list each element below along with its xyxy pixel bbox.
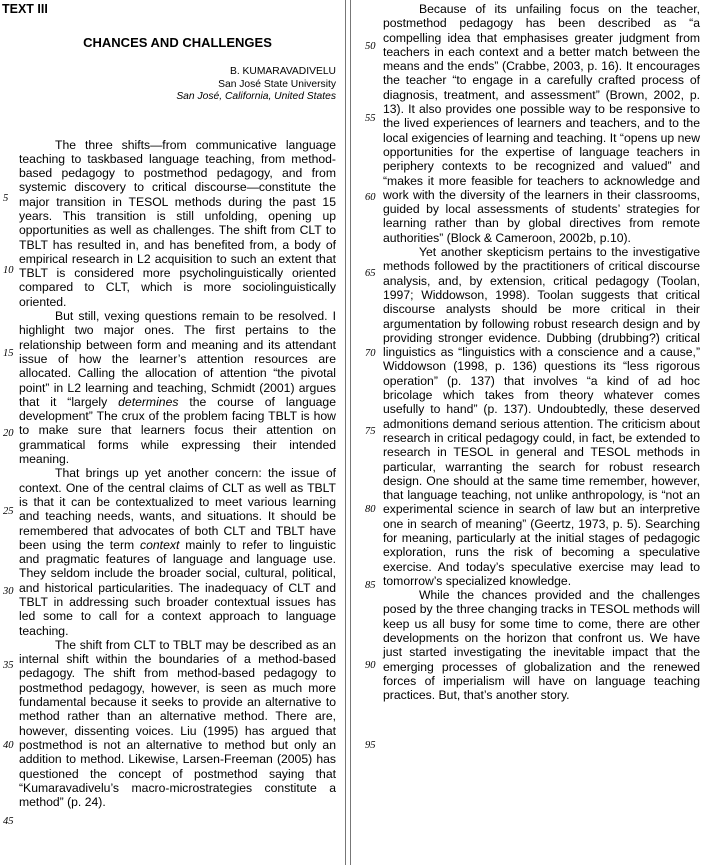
line-number: 50 xyxy=(365,41,376,52)
line-number: 30 xyxy=(3,586,14,597)
author-name: B. KUMARAVADIVELU xyxy=(229,66,336,77)
line-number: 45 xyxy=(3,816,14,827)
line-number: 40 xyxy=(3,740,14,751)
author-affiliation: San José State University xyxy=(218,78,336,90)
paragraph: While the chances provided and the challenges posed by the three changing tracks in TESOL methods will keep us all busy for some time to come, there are other developments on the horizon that confront us. We have just started investigating the inevitable impact that the emerging processes of globalization and the renewed forces of imperialism will have on language teaching practices. But, that’s another story. xyxy=(383,588,700,703)
line-number: 80 xyxy=(365,504,376,515)
section-label: TEXT III xyxy=(2,2,48,16)
paragraph: Yet another skepticism pertains to the investigative methods followed by the practitioners of critical discourse analysis, and, by extension, critical pedagogy (Toolan, 1997; Widdowson, 1998). Toolan suggests that critical discourse analysts should be more critical in their argumentation by following robust research design and by providing stronger evidence. Dubbing (drubbing?) critical linguistics as “linguistics with a conscience and a cause,” Widdowson (1998, p. 136) questions its “less rigorous operation” (p. 137) that involves “a kind of ad hoc bricolage which takes from theory whatever comes usefully to hand” (p. 137). Undoubtedly, these deserved admonitions demand serious attention. The criticism about research in critical pedagogy could, in fact, be extended to research in TESOL in general and TESOL methods in particular, warranting the search for robust research design. One should at the same time remember, however, that language teaching, not unlike anthropology, is “not an experimental science in search of law but an interpretive one in search of meaning” (Geertz, 1973, p. 5). Searching for meaning, particularly at the initial stages of pedagogic exploration, runs the risk of becoming a speculative exercise. And today’s speculative exercise may lead to tomorrow’s specialized knowledge. xyxy=(383,245,700,588)
line-number: 85 xyxy=(365,580,376,591)
article-title: CHANCES AND CHALLENGES xyxy=(83,35,272,50)
line-number: 75 xyxy=(365,426,376,437)
right-column xyxy=(383,0,700,703)
line-number: 5 xyxy=(3,193,9,204)
line-number: 60 xyxy=(365,192,376,203)
line-number: 15 xyxy=(3,348,14,359)
line-number: 10 xyxy=(3,265,14,276)
line-number: 95 xyxy=(365,740,376,751)
line-number: 20 xyxy=(3,428,14,439)
column-divider xyxy=(345,0,351,865)
left-column xyxy=(19,0,336,809)
left-body-text xyxy=(19,138,336,810)
paragraph: The three shifts—from communicative language teaching to taskbased language teaching, from method-based pedagogy to postmethod pedagogy, and from systemic discovery to critical discourse—constitute the major transition in TESOL methods during the past 15 years. This transition is still unfolding, opening up opportunities as well as challenges. The shift from CLT to TBLT has resulted in, and has benefited from, a body of empirical research in L2 acquisition to such an extent that TBLT is considered more psycholinguistically oriented compared to CLT, which is more sociolinguistically oriented. xyxy=(19,137,336,309)
line-number: 65 xyxy=(365,268,376,279)
line-number: 90 xyxy=(365,660,376,671)
byline xyxy=(19,66,336,104)
line-number: 25 xyxy=(3,506,14,517)
paragraph: That brings up yet another concern: the issue of context. One of the central claims of CLT as well as TBLT is that it can be contextualized to meet various learning and teaching needs, wants, and situations. It should be remembered that advocates of both CLT and TBLT have been using the term context mainly to refer to linguistic and pragmatic features of language and language use. They seldom include the broader social, cultural, political, and historical particularities. The inadequacy of CLT and TBLT in addressing such broader contextual issues has led some to call for a context approach to language teaching. xyxy=(19,466,336,638)
line-number: 55 xyxy=(365,113,376,124)
line-number: 35 xyxy=(3,660,14,671)
paragraph: The shift from CLT to TBLT may be described as an internal shift within the boundaries of a method-based pedagogy. The shift from method-based pedagogy to postmethod pedagogy, however, is seen as much more fundamental because it seeks to provide an alternative to method rather than an alternative method. There are, however, dissenting voices. Liu (1995) has argued that postmethod is not an alternative to method but only an addition to method. Likewise, Larsen-Freeman (2005) has questioned the concept of postmethod saying that “Kumaravadivelu’s macro-microstrategies constitute a method” (p. 24). xyxy=(19,637,336,810)
paragraph: But still, vexing questions remain to be resolved. I highlight two major ones. The first pertains to the relationship between form and meaning and its attendant issue of how the learner’s attention resources are allocated. Calling the allocation of attention “the pivotal point” in L2 learning and teaching, Schmidt (2001) argues that it “largely determines the course of language development” The crux of the problem facing TBLT is how to make sure that learners focus their attention on grammatical forms while expressing their intended meaning. xyxy=(19,309,336,467)
line-number: 70 xyxy=(365,348,376,359)
paragraph: Because of its unfailing focus on the teacher, postmethod pedagogy has been described as “a compelling idea that emphasises greater judgment from teachers in each context and a better match between the means and the ends” (Crabbe, 2003, p. 16). It encourages the teacher “to engage in a carefully crafted process of diagnosis, treatment, and assessment” (Brown, 2002, p. 13). It also provides one possible way to be responsive to the lived experiences of learners and teachers, and to the local exigencies of learning and teaching. It “opens up new opportunities for the expertise of language teachers in periphery contexts to be recognized and valued” and “makes it more feasible for teachers to acknowledge and work with the diversity of the learners in their classrooms, guided by local assessments of students’ strategies for learning rather than by global directives from remote authorities” (Block & Cameroon, 2002b, p.10). xyxy=(383,2,700,245)
author-location: San José, California, United States xyxy=(176,91,336,102)
